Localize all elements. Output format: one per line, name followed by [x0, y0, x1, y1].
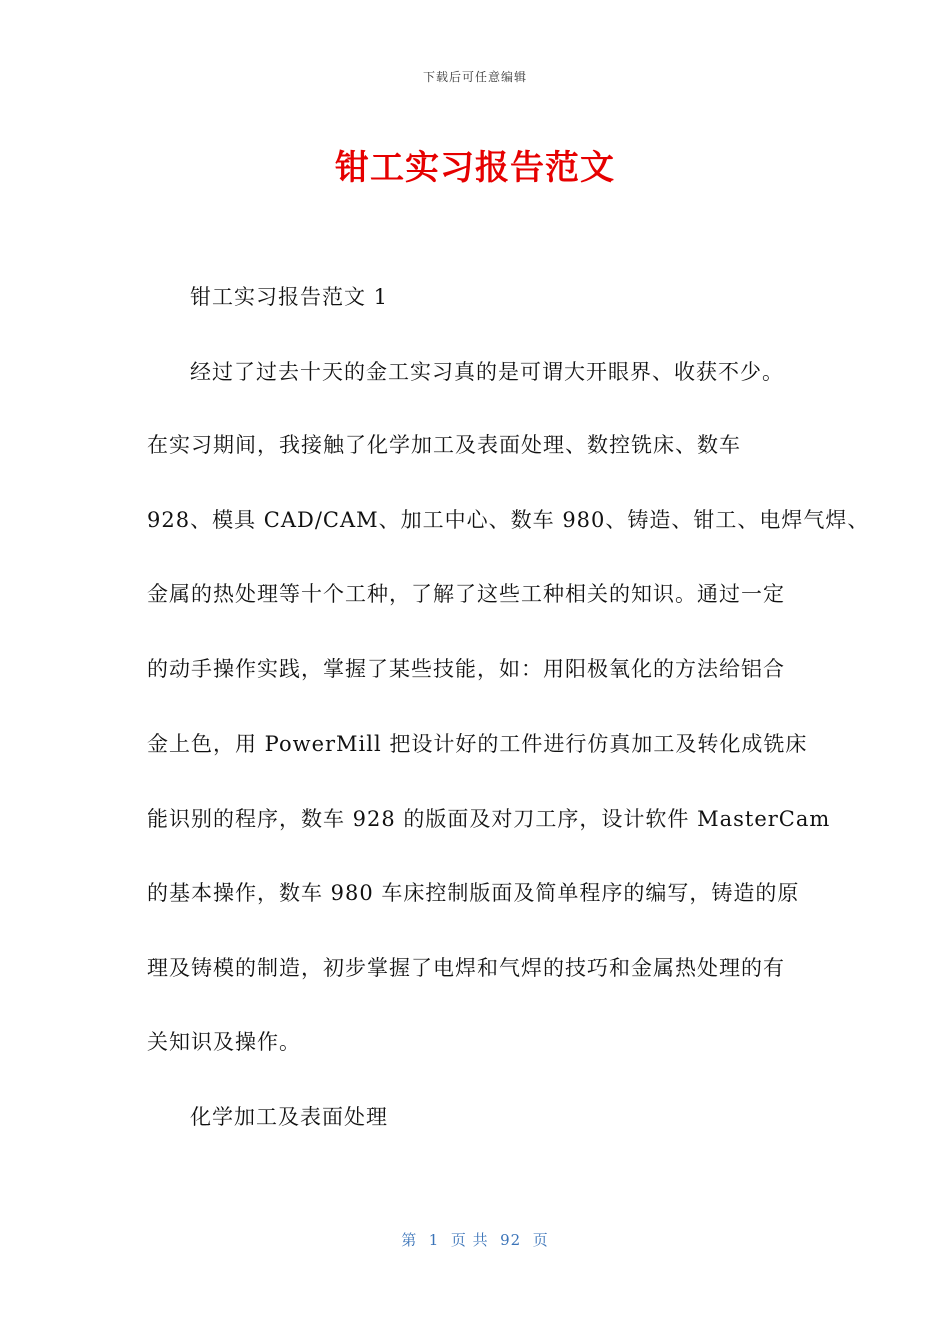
document-title: 钳工实习报告范文 [335, 148, 615, 188]
paragraph-line: 928、模具 CAD/CAM、加工中心、数车 980、铸造、钳工、电焊气焊、 [147, 508, 870, 532]
paragraph-line: 的基本操作，数车 980 车床控制版面及简单程序的编写，铸造的原 [147, 881, 800, 905]
paragraph-line: 金上色，用 PowerMill 把设计好的工件进行仿真加工及转化成铣床 [147, 732, 808, 756]
header-note: 下载后可任意编辑 [422, 70, 527, 84]
paragraph-line: 在实习期间，我接触了化学加工及表面处理、数控铣床、数车 [147, 433, 741, 457]
paragraph-line: 关知识及操作。 [147, 1030, 301, 1054]
paragraph-line: 理及铸模的制造，初步掌握了电焊和气焊的技巧和金属热处理的有 [147, 956, 785, 980]
paragraph-line: 能识别的程序，数车 928 的版面及对刀工序，设计软件 MasterCam [147, 807, 831, 831]
paragraph-line: 的动手操作实践，掌握了某些技能，如：用阳极氧化的方法给铝合 [147, 657, 785, 681]
paragraph-line: 金属的热处理等十个工种，了解了这些工种相关的知识。通过一定 [147, 582, 785, 606]
paragraph-line: 经过了过去十天的金工实习真的是可谓大开眼界、收获不少。 [190, 360, 784, 384]
subheading: 化学加工及表面处理 [190, 1105, 388, 1129]
page-footer: 第 1 页 共 92 页 [401, 1231, 549, 1249]
section-heading: 钳工实习报告范文 1 [190, 285, 389, 309]
